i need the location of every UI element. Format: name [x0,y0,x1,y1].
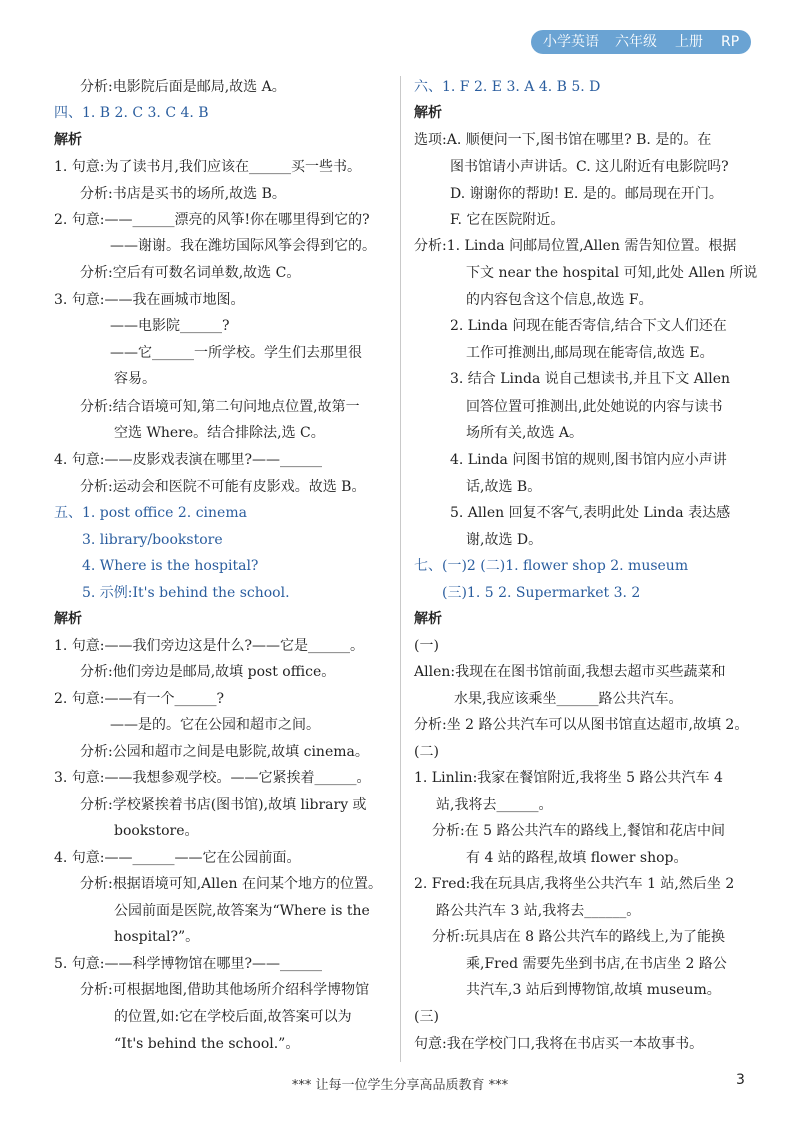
text-line: D. 谢谢你的帮助! E. 是的。邮局现在开门。 [450,186,723,202]
grade-label: 六年级 [615,34,657,50]
answer-line: 五、1. post office 2. cinema [54,505,247,521]
text-line: “It's behind the school.”。 [114,1036,300,1052]
text-line: 谢,故选 D。 [466,532,543,548]
text-line: 路公共汽车 3 站,我将去______。 [436,903,641,919]
text-line: 2. 句意:——有一个______? [54,691,225,707]
text-line: 4. 句意:——皮影戏表演在哪里?——______ [54,452,323,468]
column-divider [400,76,401,1062]
section-heading: 解析 [414,105,442,121]
text-line: 分析:1. Linda 问邮局位置,Allen 需告知位置。根据 [414,238,737,254]
text-line: ——电影院______? [110,318,230,334]
text-line: 3. 结合 Linda 说自己想读书,并且下文 Allen [450,371,731,387]
answer-line: 四、1. B 2. C 3. C 4. B [54,105,209,121]
text-line: 分析:运动会和医院不可能有皮影戏。故选 B。 [80,479,366,495]
section-heading: 解析 [54,611,82,627]
answer-line: (三)1. 5 2. Supermarket 3. 2 [442,585,641,601]
text-line: 图书馆请小声讲话。C. 这儿附近有电影院吗? [450,159,729,175]
text-line: 工作可推测出,邮局现在能寄信,故选 E。 [466,345,714,361]
text-line: 4. Linda 问图书馆的规则,图书馆内应小声讲 [450,452,727,468]
text-line: 选项:A. 顺便问一下,图书馆在哪里? B. 是的。在 [414,132,712,148]
text-line: 分析:书店是买书的场所,故选 B。 [80,186,286,202]
text-line: 场所有关,故选 A。 [466,425,584,441]
text-line: 分析:结合语境可知,第二句问地点位置,故第一 [80,399,360,415]
text-line: 句意:我在学校门口,我将在书店买一本故事书。 [414,1036,704,1052]
text-line: 回答位置可推测出,此处她说的内容与读书 [466,399,723,415]
text-line: 分析:学校紧挨着书店(图书馆),故填 library 或 [80,797,367,813]
text-line: 共汽车,3 站后到博物馆,故填 museum。 [466,982,721,998]
text-line: 5. Allen 回复不客气,表明此处 Linda 表达感 [450,505,731,521]
text-line: 分析:电影院后面是邮局,故选 A。 [80,79,286,95]
answer-line: 3. library/bookstore [82,532,223,548]
text-line: 的位置,如:它在学校后面,故答案可以为 [114,1009,352,1025]
text-line: 有 4 站的路程,故填 flower shop。 [466,850,688,866]
text-line: 水果,我应该乘坐______路公共汽车。 [454,691,683,707]
text-line: 分析:根据语境可知,Allen 在问某个地方的位置。 [80,876,382,892]
text-line: 2. 句意:——______漂亮的风筝!你在哪里得到它的? [54,212,370,228]
text-line: F. 它在医院附近。 [450,212,565,228]
header-badge [531,30,751,54]
text-line: ——是的。它在公园和超市之间。 [110,717,320,733]
text-line: 分析:可根据地图,借助其他场所介绍科学博物馆 [80,982,370,998]
answer-line: 六、1. F 2. E 3. A 4. B 5. D [414,79,601,95]
text-line: 容易。 [114,371,156,387]
section-heading: 解析 [54,132,82,148]
text-line: 1. 句意:为了读书月,我们应该在______买一些书。 [54,159,361,175]
answer-line: 5. 示例:It's behind the school. [82,585,290,601]
text-line: 公园前面是医院,故答案为“Where is the [114,903,370,919]
text-line: 话,故选 B。 [466,479,542,495]
text-line: hospital?”。 [114,929,200,945]
text-line: 分析:玩具店在 8 路公共汽车的路线上,为了能换 [432,929,725,945]
text-line: 1. 句意:——我们旁边这是什么?——它是______。 [54,638,365,654]
answer-line: 4. Where is the hospital? [82,558,259,574]
text-line: ——谢谢。我在潍坊国际风筝会得到它的。 [110,238,376,254]
text-line: 分析:空后有可数名词单数,故选 C。 [80,265,301,281]
text-line: 站,我将去______。 [436,797,553,813]
text-line: bookstore。 [114,823,199,839]
text-line: 5. 句意:——科学博物馆在哪里?——______ [54,956,323,972]
text-line: ——它______一所学校。学生们去那里很 [110,345,362,361]
text-line: 1. Linlin:我家在餐馆附近,我将坐 5 路公共汽车 4 [414,770,723,786]
text-line: 的内容包含这个信息,故选 F。 [466,292,653,308]
text-line: 2. Linda 问现在能否寄信,结合下文人们还在 [450,318,727,334]
text-line: 下文 near the hospital 可知,此处 Allen 所说 [466,265,758,281]
edition-label: RP [721,34,740,50]
text-line: 3. 句意:——我想参观学校。——它紧挨着______。 [54,770,371,786]
text-line: 空选 Where。结合排除法,选 C。 [114,425,325,441]
text-line: 2. Fred:我在玩具店,我将坐公共汽车 1 站,然后坐 2 [414,876,735,892]
text-line: 乘,Fred 需要先坐到书店,在书店坐 2 路公 [466,956,727,972]
text-line: (一) [414,638,439,654]
text-line: 分析:在 5 路公共汽车的路线上,餐馆和花店中间 [432,823,725,839]
text-line: (三) [414,1009,439,1025]
answer-line: 七、(一)2 (二)1. flower shop 2. museum [414,558,689,574]
text-line: 分析:坐 2 路公共汽车可以从图书馆直达超市,故填 2。 [414,717,749,733]
text-line: 3. 句意:——我在画城市地图。 [54,292,245,308]
volume-label: 上册 [675,34,703,50]
text-line: 分析:他们旁边是邮局,故填 post office。 [80,664,336,680]
text-line: Allen:我现在在图书馆前面,我想去超市买些蔬菜和 [414,664,726,680]
text-line: 4. 句意:——______——它在公园前面。 [54,850,301,866]
section-heading: 解析 [414,611,442,627]
subject-label: 小学英语 [543,34,599,50]
page-number: 3 [736,1072,745,1088]
text-line: (二) [414,744,439,760]
footer-slogan: *** 让每一位学生分享高品质教育 *** [291,1078,509,1093]
text-line: 分析:公园和超市之间是电影院,故填 cinema。 [80,744,369,760]
